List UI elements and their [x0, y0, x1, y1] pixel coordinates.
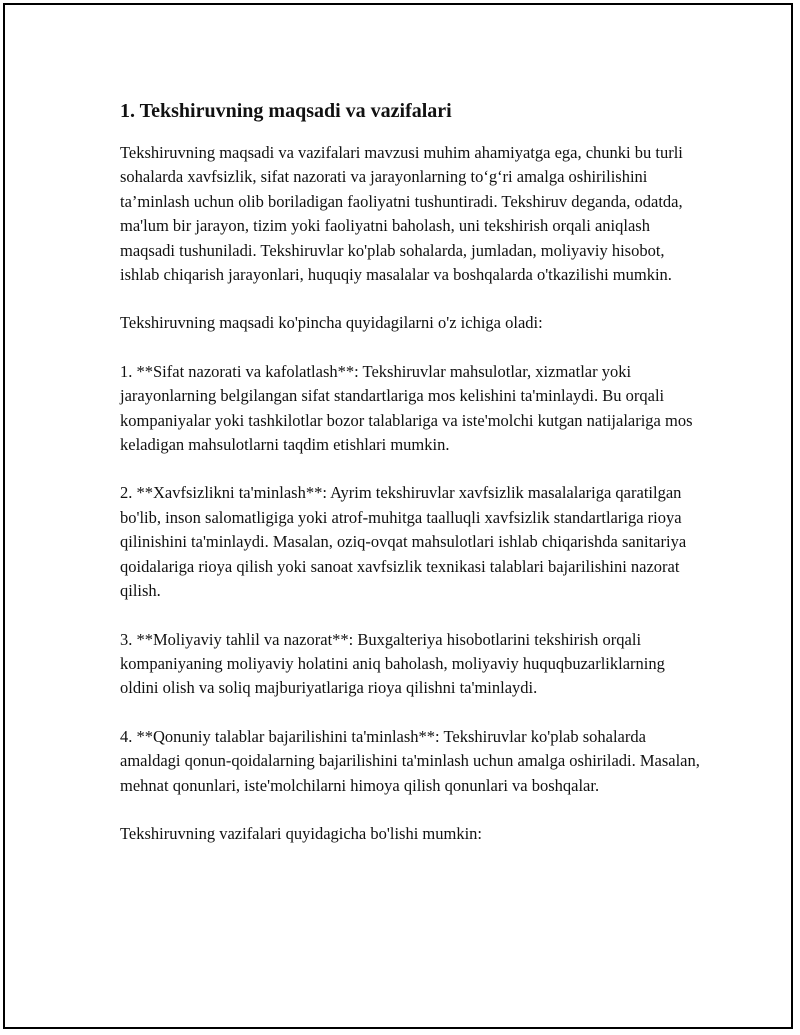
paragraph-item-3: 3. **Moliyaviy tahlil va nazorat**: Buxgalteriya hisobotlarini tekshirish orqali kompaniyaning moliyaviy holatini aniq baholash, moliyaviy huquqbuzarliklarning oldini olish va soliq majburiyatlariga rioya qilishni ta'minlaydi.	[120, 629, 665, 698]
paragraph-item-1: 1. **Sifat nazorati va kafolatlash**: Tekshiruvlar mahsulotlar, xizmatlar yoki jarayonlarning belgilangan sifat standartlariga mos kelishini ta'minlaydi. Bu orqali kompaniyalar yoki tashkilotlar bozor talablariga va iste'molchi kutgan natijalariga mos keladigan mahsulotlarni taqdim etishlari mumkin.	[120, 361, 693, 455]
paragraph-item-4: 4. **Qonuniy talablar bajarilishini ta'minlash**: Tekshiruvlar ko'plab sohalarda amaldagi qonun-qoidalarning bajarilishini ta'minlash uchun amalga oshiriladi. Masalan, mehnat qonunlari, iste'molchilarni himoya qilish qonunlari va boshqalar.	[120, 726, 700, 795]
paragraph-intro: Tekshiruvning maqsadi va vazifalari mavzusi muhim ahamiyatga ega, chunki bu turli sohalarda xavfsizlik, sifat nazorati va jarayonlarning to‘g‘ri amalga oshirilishini ta’minlash uchun olib boriladigan faoliyatni tushuntiradi. Tekshiruv deganda, odatda, ma'lum bir jarayon, tizim yoki faoliyatni baholash, uni tekshirish orqali aniqlash maqsadi tushuniladi. Tekshiruvlar ko'plab sohalarda, jumladan, moliyaviy hisobot, ishlab chiqarish jarayonlari, huquqiy masalalar va boshqalarda o'tkazilishi mumkin.	[120, 143, 683, 285]
paragraph-tasks-lead: Tekshiruvning vazifalari quyidagicha bo'lishi mumkin:	[120, 823, 482, 843]
paragraph-item-2: 2. **Xavfsizlikni ta'minlash**: Ayrim tekshiruvlar xavfsizlik masalalariga qaratilgan bo'lib, inson salomatligiga yoki atrof-muhitga taalluqli xavfsizlik standartlariga rioya qilinishini ta'minlaydi. Masalan, oziq-ovqat mahsulotlari ishlab chiqarishda sanitariya qoidalariga rioya qilish yoki sanoat xavfsizlik texnikasi talablari bajarilishini nazorat qilish.	[120, 483, 687, 601]
section-heading: 1. Tekshiruvning maqsadi va vazifalari	[120, 100, 452, 122]
paragraph-goals-lead: Tekshiruvning maqsadi ko'pincha quyidagilarni o'z ichiga oladi:	[120, 313, 543, 333]
document-content	[120, 97, 700, 870]
document-page	[3, 3, 793, 1029]
